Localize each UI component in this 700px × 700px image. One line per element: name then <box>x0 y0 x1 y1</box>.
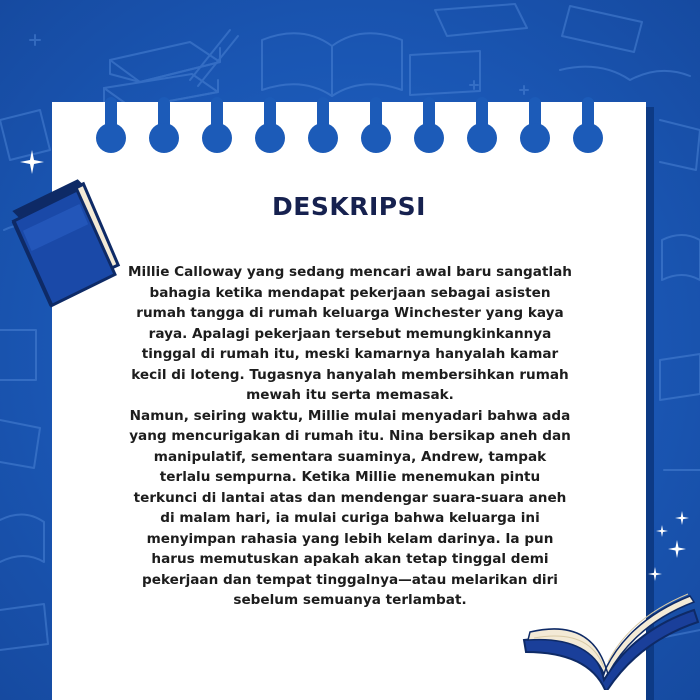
binder-ring <box>94 97 128 163</box>
page-title: DESKRIPSI <box>272 192 426 221</box>
description-text <box>128 262 572 611</box>
binder-ring <box>571 97 605 163</box>
binder-ring <box>253 97 287 163</box>
binder-ring <box>518 97 552 163</box>
description-paragraph: Millie Calloway yang sedang mencari awal baru sangatlah bahagia ketika mendapat pekerjaan sebagai asisten rumah tangga di rumah keluarga Winchester yang kaya raya. Apalagi pekerjaan tersebut memungkinkannya tinggal di rumah itu, meski kamarnya hanyalah kamar kecil di loteng. Tugasnya hanyalah membersihkan rumah mewah itu serta memasak. <box>128 264 572 403</box>
description-paragraph: Namun, seiring waktu, Millie mulai menyadari bahwa ada yang mencurigakan di rumah itu. Nina bersikap aneh dan manipulatif, sementara suaminya, Andrew, tampak terlalu sempurna. Ketika Millie menemukan pintu terkunci di lantai atas dan mendengar suara-suara aneh di malam hari, ia mulai curiga bahwa keluarga ini menyimpan rahasia yang lebih kelam darinya. Ia pun harus memutuskan apakah akan tetap tinggal demi pekerjaan dan tempat tinggalnya—atau melarikan diri sebelum semuanya terlambat. <box>129 407 571 608</box>
binder-ring <box>465 97 499 163</box>
sparkle-icon <box>675 510 689 529</box>
binder-ring <box>412 97 446 163</box>
sparkle-icon <box>668 540 686 562</box>
binder-ring <box>147 97 181 163</box>
binder-ring <box>306 97 340 163</box>
binder-ring <box>200 97 234 163</box>
book-icon <box>6 158 136 312</box>
sparkle-icon <box>20 150 44 178</box>
sparkle-icon <box>656 522 668 541</box>
binder-ring <box>359 97 393 163</box>
